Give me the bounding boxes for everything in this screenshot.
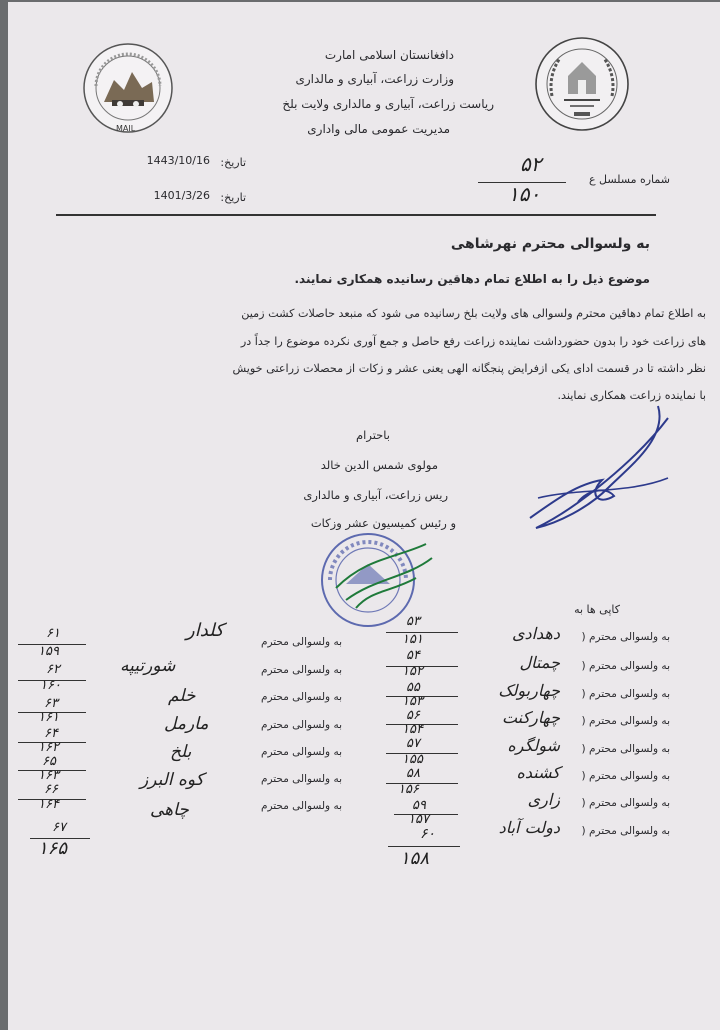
date-hijri-lunar: 1443/10/16 — [146, 154, 210, 167]
copy-row-prefix: به ولسوالی محترم ( — [581, 797, 670, 809]
copy-serial-top: ۵۶ — [406, 708, 420, 723]
body-line-2: های زراعت خود را بدون حضورداشت نماینده زراعت رفع حاصل و جمع آوری نکرده موضوع را جداً در — [240, 335, 706, 348]
copy-serial-top: ۶۶ — [44, 782, 58, 797]
copy-serial-bottom: ۱۶۱ — [38, 710, 59, 725]
copy-serial-bottom: ۱۶۲ — [38, 740, 59, 755]
copy-serial-bottom: ۱۵۴ — [402, 722, 423, 737]
serial-label: شماره مسلسل ع — [588, 173, 670, 186]
copy-row-prefix: به ولسوالی محترم ( — [581, 743, 670, 755]
signer-name: مولوی شمس الدین خالد — [320, 458, 438, 472]
header-divider — [56, 214, 656, 216]
copy-serial-top: ۶۵ — [42, 754, 56, 769]
copy-serial-top: ۵۳ — [406, 614, 420, 629]
copy-district-name: مارمل — [164, 714, 209, 734]
copy-district-name: شورتیپه — [120, 656, 176, 676]
copy-district-name: کوه البرز — [140, 770, 204, 790]
copy-district-name: چهارکنت — [501, 708, 560, 727]
emirate-emblem — [534, 36, 630, 132]
serial-top: ۵۲ — [520, 152, 542, 176]
copy-row-prefix: به ولسوالی محترم — [260, 800, 342, 812]
copy-district-name: کشنده — [516, 763, 560, 782]
copy-district-name: شولگره — [507, 736, 560, 755]
signer-title-1: ریس زراعت، آبیاری و مالداری — [303, 488, 448, 502]
copy-serial-top: ۵۴ — [406, 648, 420, 663]
copy-serial-bottom: ۱۶۵ — [38, 838, 68, 859]
copy-row-prefix: به ولسوالی محترم — [260, 636, 342, 648]
copy-serial-bottom: ۱۵۳ — [402, 694, 423, 709]
copy-serial-bottom: ۱۵۹ — [38, 644, 59, 659]
header-line-2: وزارت زراعت، آبیاری و مالداری — [295, 72, 454, 86]
signature — [518, 398, 678, 558]
copy-district-name: چمتال — [519, 653, 560, 672]
copy-district-name: کلدار — [186, 620, 224, 641]
date-label-2: تاریخ: — [220, 191, 246, 204]
copy-serial-bottom: ۱۶۰ — [40, 678, 61, 693]
copy-district-name: زاری — [527, 790, 560, 809]
addressee: به ولسوالی محترم نهرشاهی — [450, 236, 650, 252]
copy-serial-top: ۵۵ — [406, 680, 420, 695]
body-line-4: با نماینده زراعت همکاری نمایند. — [557, 389, 706, 402]
copy-serial-top: ۵۹ — [412, 798, 426, 813]
copy-row-prefix: به ولسوالی محترم ( — [581, 770, 670, 782]
copy-serial-bottom: ۱۵۸ — [400, 848, 430, 869]
copy-serial-top: ۶۰ — [420, 826, 436, 842]
copy-row-prefix: به ولسوالی محترم — [260, 773, 342, 785]
subject-line: موضوع ذیل را به اطلاع تمام دهاقین رسانیده همکاری نمایند. — [294, 272, 650, 286]
copy-serial-bottom: ۱۶۳ — [38, 768, 59, 783]
copy-row-prefix: به ولسوالی محترم ( — [581, 715, 670, 727]
copy-row-prefix: به ولسوالی محترم — [260, 691, 342, 703]
copy-serial-bottom: ۱۵۲ — [402, 664, 423, 679]
copy-row-prefix: به ولسوالی محترم ( — [581, 688, 670, 700]
copy-serial-bottom: ۱۵۵ — [402, 752, 423, 767]
copy-serial-bottom: ۱۵۶ — [398, 782, 419, 797]
signer-title-2: و رئیس کمیسیون عشر وزکات — [310, 516, 456, 530]
copy-row-prefix: به ولسوالی محترم — [260, 719, 342, 731]
ministry-logo — [82, 42, 174, 134]
copy-serial-top: ۵۸ — [406, 766, 420, 781]
copy-district-name: خلم — [168, 686, 196, 706]
body-line-1: به اطلاع تمام دهاقین محترم ولسوالی های ولایت بلخ رسانیده می شود که منبعد حاصلات کشت زمین — [241, 307, 706, 320]
copy-serial-line — [388, 846, 460, 847]
logo-label: MAIL — [116, 124, 136, 133]
date-hijri-solar: 1401/3/26 — [153, 189, 210, 202]
closing: باحترام — [356, 428, 390, 442]
letter-page — [8, 2, 720, 1030]
body-line-3: نظر داشته تا در قسمت ادای یکی ازفرایض پنجگانه الهی یعنی عشر و زکات از محصلات زراعتی خویش — [232, 362, 706, 375]
copy-serial-top: ۶۷ — [52, 820, 66, 835]
serial-bottom: ۱۵۰ — [508, 182, 541, 206]
copy-serial-top: ۵۷ — [406, 736, 420, 751]
copy-serial-top: ۶۴ — [44, 726, 58, 741]
header-line-4: مدیریت عمومی مالی واداری — [307, 122, 450, 136]
header-line-3: ریاست زراعت، آبیاری و مالداری ولایت بلخ — [282, 97, 494, 111]
copy-serial-top: ۶۱ — [46, 626, 60, 641]
header-line-1: دافغانستان اسلامی امارت — [324, 48, 454, 62]
copy-district-name: دولت آباد — [498, 818, 560, 837]
copy-serial-top: ۶۲ — [46, 662, 60, 677]
copy-serial-bottom: ۱۶۴ — [38, 797, 59, 812]
date-label-1: تاریخ: — [220, 156, 246, 169]
copy-serial-line — [386, 783, 458, 784]
copy-district-name: چاهی — [150, 800, 189, 820]
copy-row-prefix: به ولسوالی محترم — [260, 664, 342, 676]
copy-district-name: بلخ — [170, 742, 192, 762]
copy-row-prefix: به ولسوالی محترم — [260, 746, 342, 758]
copy-serial-top: ۶۳ — [44, 696, 58, 711]
copy-district-name: چهاربولک — [498, 681, 560, 700]
copy-serial-bottom: ۱۵۱ — [402, 632, 423, 647]
copy-serial-bottom: ۱۵۷ — [408, 812, 429, 827]
copy-row-prefix: به ولسوالی محترم ( — [581, 631, 670, 643]
copy-row-prefix: به ولسوالی محترم ( — [581, 660, 670, 672]
copy-district-name: دهدادی — [511, 624, 560, 643]
copy-row-prefix: به ولسوالی محترم ( — [581, 825, 670, 837]
copies-heading: کاپی ها به — [574, 603, 620, 616]
